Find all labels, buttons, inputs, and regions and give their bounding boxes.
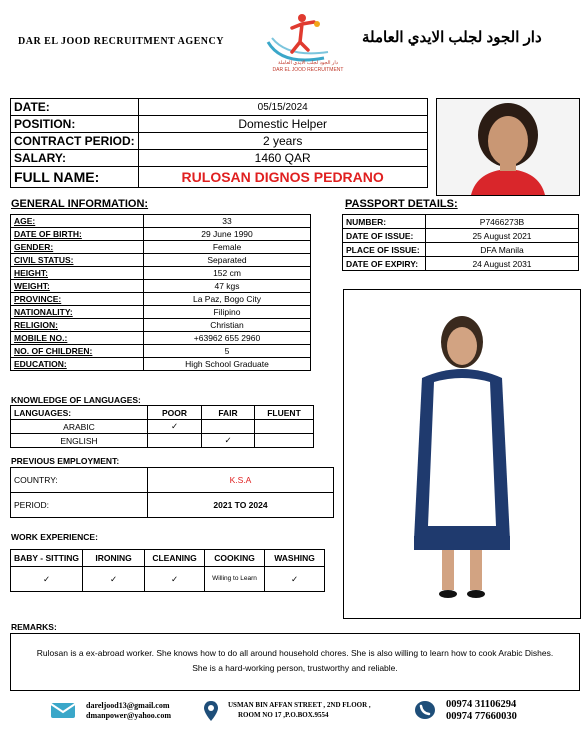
contract-value: 2 years bbox=[138, 133, 427, 150]
fair-header: FAIR bbox=[202, 406, 255, 420]
general-info-row bbox=[11, 345, 311, 358]
general-info-label: EDUCATION: bbox=[11, 358, 144, 371]
email-2[interactable]: dmanpower@yahoo.com bbox=[86, 711, 171, 720]
country-label: COUNTRY: bbox=[11, 468, 148, 493]
general-info-value: Christian bbox=[144, 319, 311, 332]
general-info-label: NO. OF CHILDREN: bbox=[11, 345, 144, 358]
general-info-label: MOBILE NO.: bbox=[11, 332, 144, 345]
language-fair: ✓ bbox=[202, 434, 255, 448]
work-experience-table bbox=[10, 549, 325, 592]
passport-value: 25 August 2021 bbox=[426, 229, 579, 243]
fullname-label: FULL NAME: bbox=[11, 167, 139, 188]
passport-value: DFA Manila bbox=[426, 243, 579, 257]
remarks-line-2: She is a hard-working person, trustworthy and reliable. bbox=[192, 663, 398, 673]
general-info-label: RELIGION: bbox=[11, 319, 144, 332]
passport-table bbox=[342, 214, 579, 271]
general-info-label: GENDER: bbox=[11, 241, 144, 254]
previous-employment-title: PREVIOUS EMPLOYMENT: bbox=[11, 456, 120, 466]
remarks-title: REMARKS: bbox=[11, 622, 57, 632]
phone-icon bbox=[414, 700, 436, 720]
logo-caption-ar: دار الجود لجلب الايدي العاملة bbox=[278, 60, 338, 66]
general-info-value: Separated bbox=[144, 254, 311, 267]
general-info-value: 29 June 1990 bbox=[144, 228, 311, 241]
passport-value: 24 August 2031 bbox=[426, 257, 579, 271]
general-info-value: +63962 655 2960 bbox=[144, 332, 311, 345]
work-experience-title: WORK EXPERIENCE: bbox=[11, 532, 98, 542]
passport-label: DATE OF EXPIRY: bbox=[343, 257, 426, 271]
general-info-row bbox=[11, 306, 311, 319]
passport-row bbox=[343, 215, 579, 229]
date-value: 05/15/2024 bbox=[138, 99, 427, 116]
work-skill-value: ✓ bbox=[265, 567, 325, 592]
salary-label: SALARY: bbox=[11, 150, 139, 167]
general-info-label: WEIGHT: bbox=[11, 280, 144, 293]
address-line-2: ROOM NO 17 ,P.O.BOX.9554 bbox=[238, 711, 329, 719]
position-label: POSITION: bbox=[11, 116, 139, 133]
logo-caption-en: DAR EL JOOD RECRUITMENT bbox=[272, 67, 344, 73]
location-pin-icon bbox=[203, 700, 219, 722]
fullname-value: RULOSAN DIGNOS PEDRANO bbox=[138, 167, 427, 188]
passport-label: NUMBER: bbox=[343, 215, 426, 229]
language-row bbox=[11, 434, 314, 448]
phone-1[interactable]: 00974 31106294 bbox=[446, 699, 517, 710]
general-info-value: High School Graduate bbox=[144, 358, 311, 371]
period-label: PERIOD: bbox=[11, 493, 148, 518]
general-info-row bbox=[11, 358, 311, 371]
work-skill-value: ✓ bbox=[83, 567, 145, 592]
passport-row bbox=[343, 243, 579, 257]
language-fluent bbox=[255, 420, 314, 434]
period-value: 2021 TO 2024 bbox=[148, 493, 334, 518]
general-info-row bbox=[11, 228, 311, 241]
general-info-row bbox=[11, 319, 311, 332]
general-info-row bbox=[11, 293, 311, 306]
poor-header: POOR bbox=[148, 406, 202, 420]
previous-employment-table bbox=[10, 467, 334, 518]
general-info-label: DATE OF BIRTH: bbox=[11, 228, 144, 241]
general-info-label: PROVINCE: bbox=[11, 293, 144, 306]
general-info-row bbox=[11, 241, 311, 254]
general-info-row bbox=[11, 280, 311, 293]
general-info-value: Filipino bbox=[144, 306, 311, 319]
languages-title: KNOWLEDGE OF LANGUAGES: bbox=[11, 395, 141, 405]
language-fair bbox=[202, 420, 255, 434]
languages-header-label: LANGUAGES: bbox=[11, 406, 148, 420]
passport-row bbox=[343, 229, 579, 243]
language-name: ENGLISH bbox=[11, 434, 148, 448]
contract-label: CONTRACT PERIOD: bbox=[11, 133, 139, 150]
work-skill-header: IRONING bbox=[83, 550, 145, 567]
position-value: Domestic Helper bbox=[138, 116, 427, 133]
work-skill-header: WASHING bbox=[265, 550, 325, 567]
passport-label: PLACE OF ISSUE: bbox=[343, 243, 426, 257]
address-line-1: USMAN BIN AFFAN STREET , 2ND FLOOR , bbox=[228, 701, 371, 709]
passport-row bbox=[343, 257, 579, 271]
language-poor: ✓ bbox=[148, 420, 202, 434]
general-info-row bbox=[11, 332, 311, 345]
email-1[interactable]: dareljood13@gmail.com bbox=[86, 701, 170, 710]
languages-table bbox=[10, 405, 314, 448]
general-info-value: 47 kgs bbox=[144, 280, 311, 293]
country-value: K.S.A bbox=[148, 468, 334, 493]
language-fluent bbox=[255, 434, 314, 448]
email-icon bbox=[50, 700, 76, 720]
work-skill-header: CLEANING bbox=[145, 550, 205, 567]
date-label: DATE: bbox=[11, 99, 139, 116]
work-skill-header: COOKING bbox=[205, 550, 265, 567]
remarks-box bbox=[10, 633, 580, 691]
general-info-value: 5 bbox=[144, 345, 311, 358]
agency-name-en: DAR EL JOOD RECRUITMENT AGENCY bbox=[18, 36, 224, 47]
fullbody-photo bbox=[343, 289, 581, 619]
language-poor bbox=[148, 434, 202, 448]
agency-name-ar: دار الجود لجلب الايدي العاملة bbox=[362, 29, 542, 46]
summary-table bbox=[10, 98, 428, 188]
language-name: ARABIC bbox=[11, 420, 148, 434]
general-info-row bbox=[11, 267, 311, 280]
remarks-line-1: Rulosan is a ex-abroad worker. She knows how to do all around household chores. She is also willing to learn how to cook Arabic Dishes. bbox=[36, 648, 554, 658]
passport-title: PASSPORT DETAILS: bbox=[345, 198, 458, 210]
work-skill-value: Willing to Learn bbox=[205, 567, 265, 592]
phone-2[interactable]: 00974 77660030 bbox=[446, 711, 517, 722]
general-info-row bbox=[11, 254, 311, 267]
general-info-value: 33 bbox=[144, 215, 311, 228]
general-info-row bbox=[11, 215, 311, 228]
general-info-label: NATIONALITY: bbox=[11, 306, 144, 319]
general-info-title: GENERAL INFORMATION: bbox=[11, 198, 149, 210]
general-info-table bbox=[10, 214, 311, 371]
headshot-photo bbox=[436, 98, 580, 196]
language-row bbox=[11, 420, 314, 434]
general-info-label: AGE: bbox=[11, 215, 144, 228]
fluent-header: FLUENT bbox=[255, 406, 314, 420]
general-info-value: Female bbox=[144, 241, 311, 254]
general-info-label: CIVIL STATUS: bbox=[11, 254, 144, 267]
work-skill-header: BABY - SITTING bbox=[11, 550, 83, 567]
general-info-value: La Paz, Bogo City bbox=[144, 293, 311, 306]
passport-value: P7466273B bbox=[426, 215, 579, 229]
work-skill-value: ✓ bbox=[11, 567, 83, 592]
work-skill-value: ✓ bbox=[145, 567, 205, 592]
general-info-label: HEIGHT: bbox=[11, 267, 144, 280]
salary-value: 1460 QAR bbox=[138, 150, 427, 167]
passport-label: DATE OF ISSUE: bbox=[343, 229, 426, 243]
general-info-value: 152 cm bbox=[144, 267, 311, 280]
